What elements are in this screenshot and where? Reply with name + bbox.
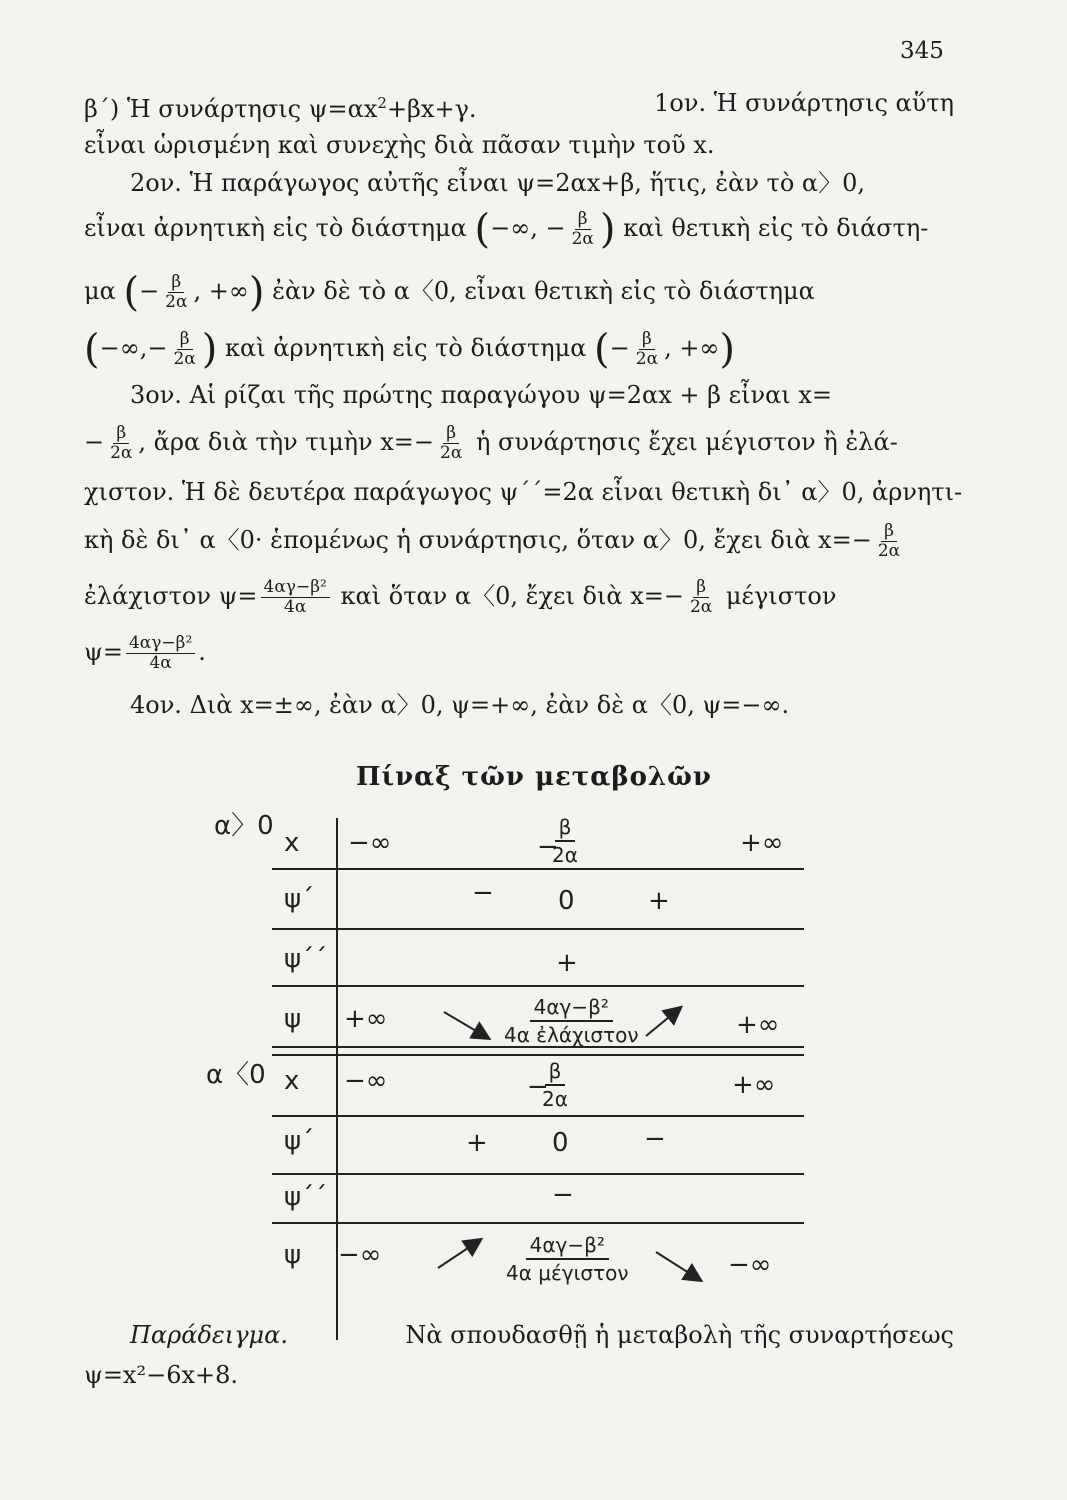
row-label-y: ψ (284, 1240, 302, 1270)
neg-infinity: −∞ (338, 1240, 382, 1270)
minimum-value: 4αγ−β² 4α ἐλάχιστον (504, 995, 639, 1047)
text-line-12: ψ= $\frac{\text{4αγ−β²}}{4\alpha}$ . (84, 633, 206, 673)
text-line-7: 3ον. Αἱ ρίζαι τῆς πρώτης παραγώγου ψ=2αx + β εἶναι x= (130, 381, 832, 409)
pos-infinity: +∞ (344, 1004, 388, 1034)
plus-sign: + (466, 1128, 488, 1158)
fraction: $\frac{\text{4αγ−β²}}{4\alpha}$ (126, 634, 195, 673)
text-line-13: 4ον. Διὰ x=±∞, ἐὰν α〉0, ψ=+∞, ἐὰν δὲ α〈0, ψ=−∞. (130, 691, 790, 719)
case-alpha-positive: α〉0 (214, 811, 274, 841)
text-line-3: 2ον. Ἡ παράγωγος αὐτῆς εἶναι ψ=2αx+β, ἥτις, ἐὰν τὸ α〉0, (130, 169, 865, 197)
minus-sign: − (644, 1124, 666, 1154)
neg-infinity: −∞ (728, 1250, 772, 1280)
text-line-4: εἶναι ἀρνητικὴ εἰς τὸ διάστημα (−∞, − $\frac{\beta}{2\alpha}$ ) καὶ θετικὴ εἰς τὸ διάστη- (84, 206, 929, 253)
fraction: $\frac{\beta}{2\alpha}$ (689, 577, 713, 617)
fraction: $\frac{\beta}{2\alpha}$ (110, 423, 133, 463)
row-label-first-derivative: ψ΄ (284, 884, 315, 914)
neg-infinity: −∞ (348, 828, 392, 858)
crit-minus: − (527, 1072, 549, 1102)
row-label-y: ψ (284, 1004, 302, 1034)
decreasing-arrow-icon (444, 1012, 488, 1038)
text-line-10: κὴ δὲ δι᾿ α〈0· ἑπομένως ἡ συνάρτησις, ὅταν α〉0, ἔχει διὰ x=− $\frac{\beta}{2\alpha}$ (84, 522, 954, 561)
pos-infinity: +∞ (732, 1070, 776, 1100)
zero-value: 0 (552, 1128, 569, 1158)
zero-value: 0 (558, 886, 575, 916)
plus-sign: + (648, 886, 670, 916)
critical-point: β 2α (552, 815, 578, 867)
maximum-value: 4αγ−β² 4α μέγιστον (506, 1233, 629, 1285)
fraction: $\frac{\text{4αγ−β²}}{4\alpha}$ (261, 578, 330, 617)
neg-infinity: −∞ (344, 1066, 388, 1096)
critical-point: β 2α (542, 1059, 568, 1111)
fraction: $\frac{\beta}{2\alpha}$ (571, 209, 594, 249)
increasing-arrow-icon (438, 1240, 480, 1268)
example-label: Παράδειγμα. (130, 1321, 288, 1349)
page-number: 345 (900, 38, 944, 64)
text-line-6: (−∞,− $\frac{\beta}{2\alpha}$ ) καὶ ἀρνητικὴ εἰς τὸ διάστημα (− $\frac{\beta}{2\alpha}$ , +∞) (84, 326, 736, 373)
row-label-x: x (284, 1066, 300, 1096)
text-line-5: μα (− $\frac{\beta}{2\alpha}$ , +∞) ἐὰν δὲ τὸ α〈0, εἶναι θετικὴ εἰς τὸ διάστημα (84, 269, 815, 316)
row-label-first-derivative: ψ΄ (284, 1126, 315, 1156)
text-line-11: ἐλάχιστον ψ= $\frac{\text{4αγ−β²}}{4\alpha}$ καὶ ὅταν α〈0, ἔχει διὰ x=− $\frac{\beta}{2\alpha}$ μέγιστον (84, 577, 837, 617)
example-line (130, 1320, 954, 1350)
text-line-9: χιστον. Ἡ δὲ δευτέρα παράγωγος ψ΄΄=2α εἶναι θετικὴ δι᾿ α〉0, ἀρνητι- (84, 478, 963, 506)
text-line-2: εἶναι ὡρισμένη καὶ συνεχὴς διὰ πᾶσαν τιμὴν τοῦ x. (84, 131, 715, 159)
fraction: $\frac{\beta}{2\alpha}$ (635, 329, 659, 369)
text-line-8: − $\frac{\beta}{2\alpha}$ , ἄρα διὰ τὴν τιμὴν x=− $\frac{\beta}{2\alpha}$ ἡ συνάρτησις ἔχει μέγιστον ἢ ἐλά- (84, 423, 898, 463)
minus-sign: − (552, 1180, 574, 1210)
minus-sign: − (472, 878, 494, 908)
increasing-arrow-icon (646, 1008, 680, 1036)
pos-infinity: +∞ (740, 828, 784, 858)
text-line-1: β΄) Ἡ συνάρτησις $\psi=\alpha x^2+\beta x+\gamma$. 1ον. Ἡ συνάρτησις αὕτη (84, 89, 954, 123)
example-text: Νὰ σπουδασθῇ ἡ μεταβολὴ τῆς συναρτήσεως (405, 1321, 954, 1349)
row-label-second-derivative: ψ΄΄ (284, 944, 328, 974)
row-label-x: x (284, 828, 300, 858)
decreasing-arrow-icon (656, 1252, 700, 1280)
fraction: $\frac{\beta}{2\alpha}$ (440, 423, 463, 463)
plus-sign: + (556, 948, 578, 978)
fraction: $\frac{\beta}{2\alpha}$ (165, 272, 188, 312)
table-title: Πίναξ τῶν μεταβολῶν (356, 762, 712, 792)
crit-minus: − (537, 832, 559, 862)
fraction: $\frac{\beta}{2\alpha}$ (173, 329, 196, 369)
fraction: $\frac{\beta}{2\alpha}$ (877, 521, 901, 561)
example-function: ψ=x²−6x+8. (84, 1361, 239, 1389)
case-alpha-negative: α〈0 (206, 1060, 266, 1090)
row-label-second-derivative: ψ΄΄ (284, 1182, 328, 1212)
pos-infinity: +∞ (736, 1010, 780, 1040)
